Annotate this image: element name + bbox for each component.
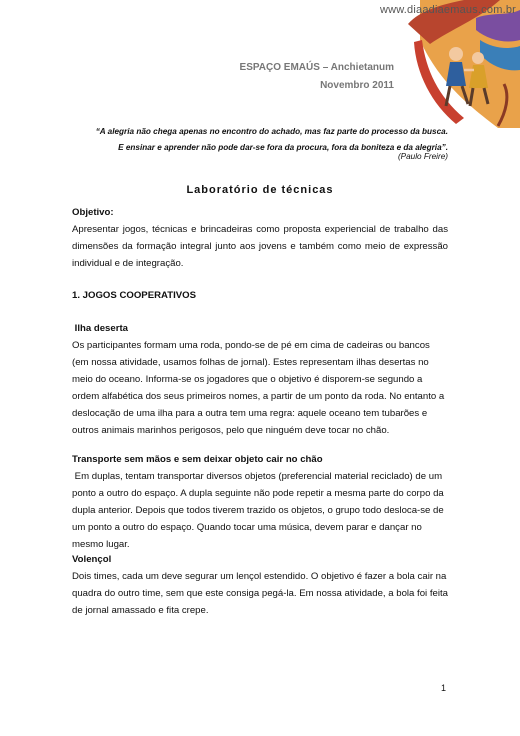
game-description: Em duplas, tentam transportar diversos objetos (preferencial material reciclado) de um ponto a outro do espaço. A dupla seguinte não pode repetir a mesma parte do corpo da dupla anterior. Depois que todos tiverem trazido os objetos, o grupo todo desloca-se de um ponto a outro do espaço. Quando tocar uma música, devem parar e dançar no mesmo lugar. — [72, 471, 447, 550]
game-title: Ilha deserta — [72, 323, 128, 334]
page-number: 1 — [441, 683, 447, 693]
section-heading — [72, 287, 448, 304]
game-ilha-deserta — [72, 320, 448, 439]
game-volencol — [72, 551, 448, 619]
game-transporte — [72, 451, 448, 553]
website-url[interactable]: www.diaadiaemaus.com.br — [379, 4, 516, 16]
objective-section — [72, 204, 448, 272]
game-description: Os participantes formam uma roda, pondo-se de pé em cima de cadeiras ou bancos (em nossa atividade, usamos folhas de jornal). Estes representam ilhas desertas no meio do oceano. Informa-se os jogadores que o objetivo é disporem-se segundo a ordem alfabética dos seus primeiros nomes, a partir de um ponto da roda. No entanto a deslocação de uma ilha para a outra tem uma regra: aquele oceano tem tubarões e outros animais marinhos perigosos, pelo que ninguém deve tocar no chão. — [72, 340, 445, 436]
objective-text: Apresentar jogos, técnicas e brincadeiras como proposta experiencial de trabalho das dimensões da formação integral junto aos jovens e também como meio de expressão individual e de integração. — [72, 224, 448, 269]
document-date: Novembro 2011 — [320, 80, 394, 91]
game-description: Dois times, cada um deve segurar um lençol estendido. O objetivo é fazer a bola cair na quadra do outro time, sem que este consiga pegá-la. Em nossa atividade, a bola foi feita de jornal amassado e fita crepe. — [72, 571, 448, 616]
document-title: Laboratório de técnicas — [186, 184, 334, 196]
section-title: 1. JOGOS COOPERATIVOS — [72, 290, 197, 301]
game-title: Volençol — [72, 554, 112, 565]
children-illustration — [380, 0, 520, 128]
epigraph-quote: “A alegria não chega apenas no encontro do achado, mas faz parte do processo da busca. E ensinar e aprender não pode dar-se fora da procura, fora da boniteza e da alegria”. — [95, 127, 448, 152]
objective-heading: Objetivo: — [72, 207, 114, 218]
game-title: Transporte sem mãos e sem deixar objeto cair no chão — [72, 454, 323, 465]
quote-author: (Paulo Freire) — [397, 152, 448, 161]
organization-name: ESPAÇO EMAÚS – Anchietanum — [239, 62, 394, 73]
